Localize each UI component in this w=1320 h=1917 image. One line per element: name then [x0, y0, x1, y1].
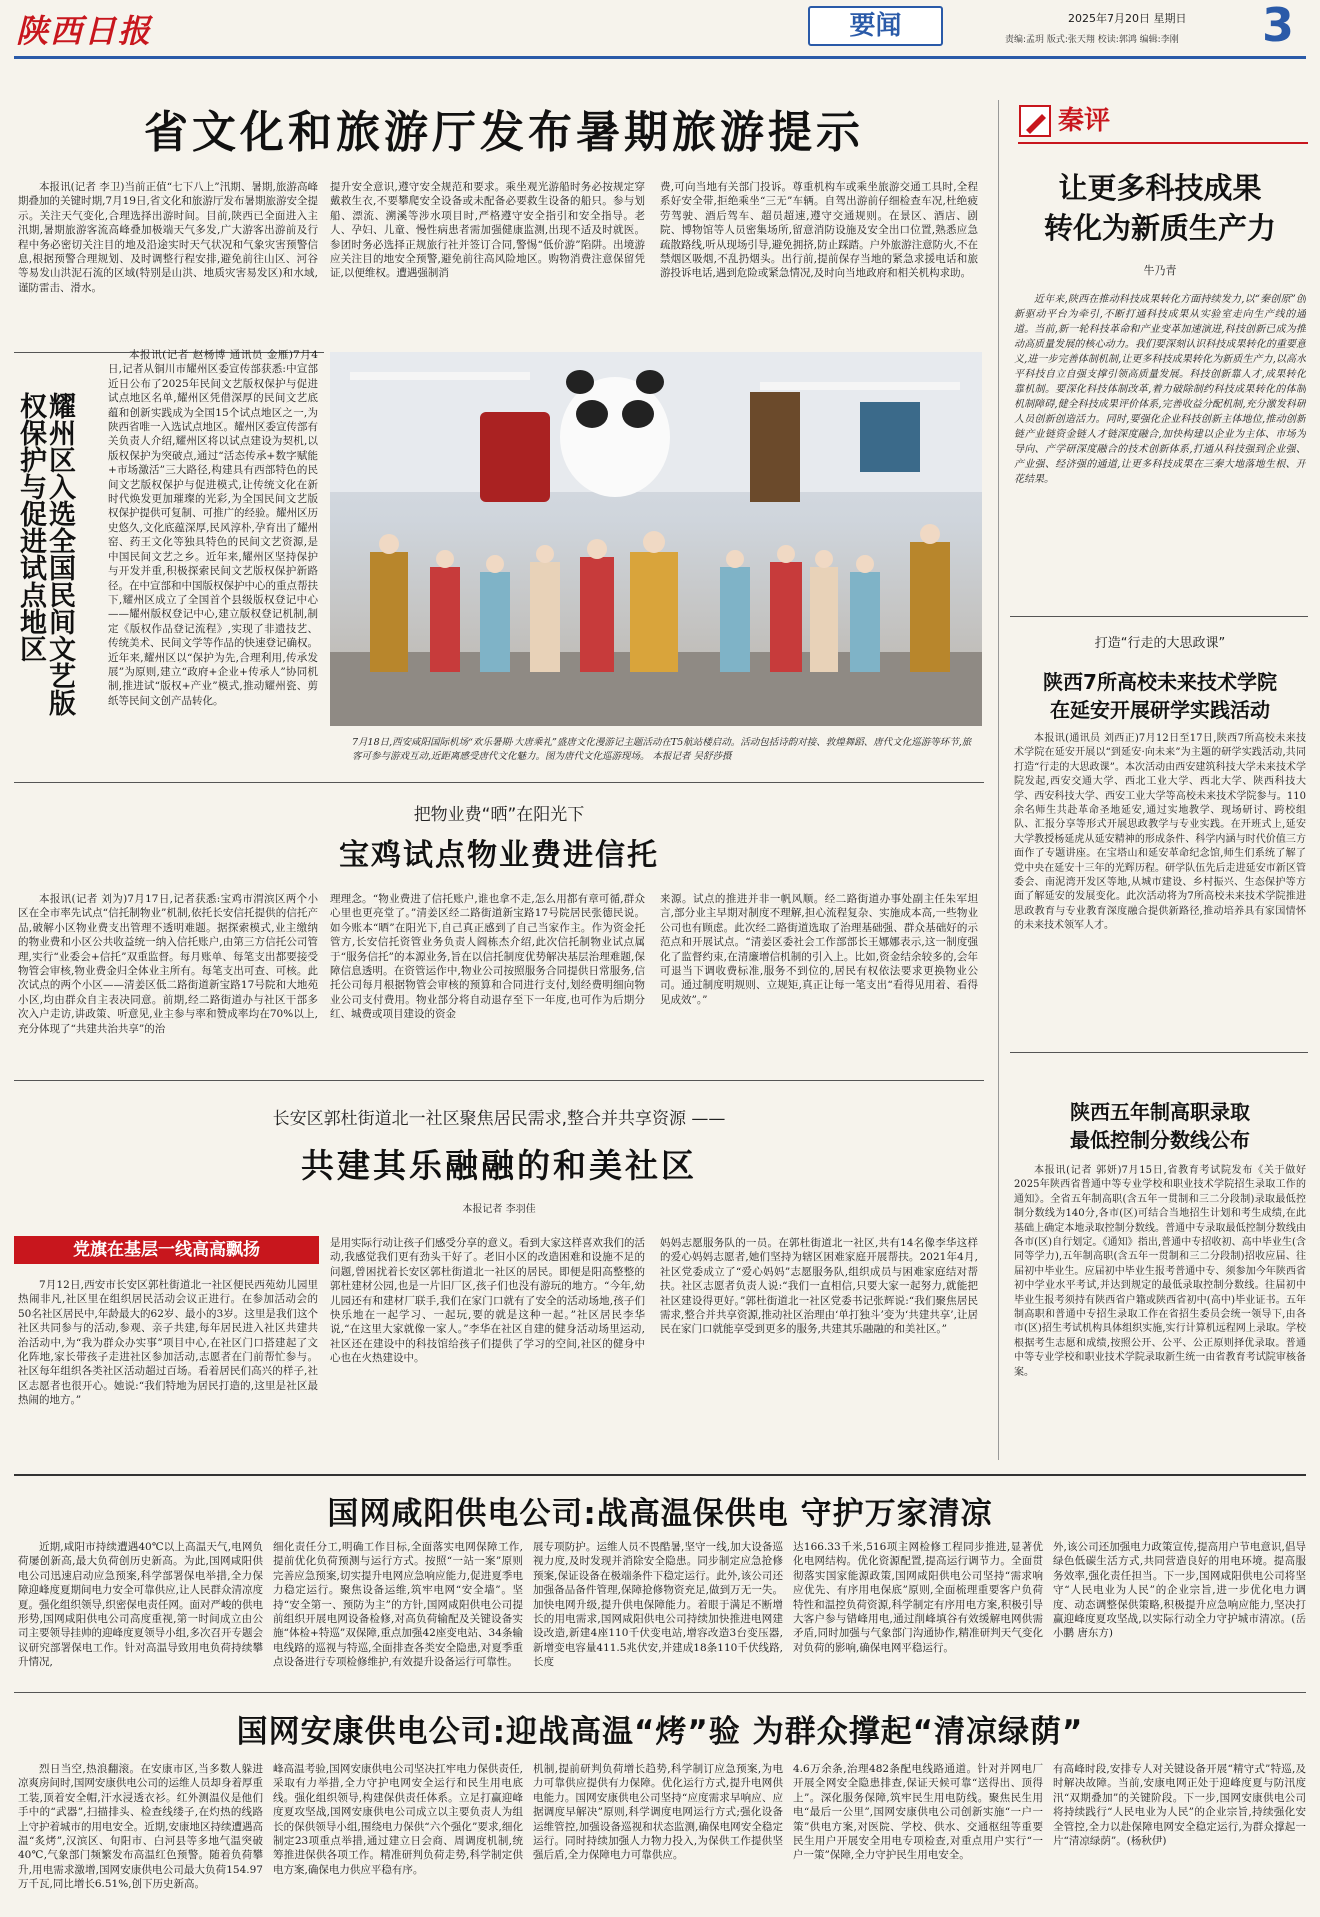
shequ-byline: 本报记者 李羽佳: [462, 1204, 536, 1215]
yanan-kicker: 打造“行走的大思政课”: [1094, 636, 1226, 651]
gaozhi-body: 本报讯(记者 郭妍)7月15日,省教育考试院发布《关于做好2025年陕西省普通中等专业学校和职业技术学院招生录取工作的通知》。全省五年制高职(含五年一贯制和三二分段制)录取最低控制分数线为140分,各市(区)可结合当地招生计划和考生成绩,在此基础上确定本地录取控制分数线。普通中专录取最低控制分数线由各市(区)自行划定。《通知》指出,普通中专招收初、高中毕业生(含同等学力),五年制高职(含五年一贯制和三二分段制)招收应届、往届初中毕业生。应届初中毕业生报考普通中专、须参加今年陕西省初中学业水平考试,并达到规定的最低录取控制分数线。往届初中毕业生报考须持有陕西省户籍或陕西省初中(高中)毕业证书。五年制高职和普通中专招生录取工作在省招生委员会统一领导下,由各市(区)招生考试机构具体组织实施,实行计算机远程网上录取。学校根据考生志愿和成绩,按照公开、公平、公正原则择优录取。普通中等专业学校和职业技术学院录取新生统一由省教育考试院审核备案。: [1014, 1165, 1306, 1378]
page-date: 2025年7月20日 星期日: [1068, 12, 1187, 25]
shequ-col-1: 7月12日,西安市长安区郭杜街道北一社区便民西苑幼儿园里热闹非凡,社区里在组织居民活动会议正进行。在参加活动会的50名社区居民中,年龄最大的62岁、最小的3岁。这里是我们这个社区共同参与的活动,参观、亲子共建,每年居民进入社区共建共治活动中,为“我为群众办实事”项目中心,在社区门口搭建起了文化阵地,家长带孩子走进社区参加活动,志愿者在门前帮忙参与。社区每年组织各类社区活动超过百场。看着居民们高兴的样子,社区志愿者也很开心。她说:“我们特地为居民打造的,这里是社区最热闹的地方。”: [18, 1279, 318, 1407]
xianyang-col-5: 外,该公司还加强电力政策宣传,提高用户节电意识,倡导绿色低碳生活方式,共同营造良好的用电环境。提高服务效率,强化责任担当。下一步,国网咸阳供电公司将坚守“人民电业为人民”的企业宗旨,进一步优化电力调度、动态调整保供策略,积极提升应急响应能力,坚决打赢迎峰度夏攻坚战,以实际行动全力守护城市清凉。(岳小鹏 唐东方): [1053, 1541, 1306, 1640]
yanan-headline-2: 在延安开展研学实践活动: [1050, 698, 1270, 722]
qinping-tag-rule: [1018, 142, 1308, 144]
xianyang-col-3: 展专项防护。运维人员不畏酷暑,坚守一线,加大设备巡视力度,及时发现并消除安全隐患。同步制定应急抢修预案,保证设备在极端条件下稳定运行。此外,该公司还加强备品备件管理,保障抢修物资充足,做到万无一失。加快电网升级,提升供电保障能力。着眼于满足不断增长的用电需求,国网咸阳供电公司持续加快推进电网建设改造,新建4座110千伏变电站,增容改造3台变压器,新增变电容量411.5兆伏安,并建成18条110千伏线路,长度: [533, 1541, 783, 1669]
copyright-headline: [14, 392, 74, 732]
yanan-headline-1: 陕西7所高校未来技术学院: [1043, 670, 1277, 694]
photo-illustration: [330, 352, 982, 726]
ankang-top-rule: [14, 1692, 1306, 1693]
qinping-author: 牛乃青: [1143, 264, 1177, 277]
shequ-banner: [14, 1236, 319, 1264]
ankang-col-2: 峰高温考验,国网安康供电公司坚决扛牢电力保供责任,采取有力举措,全力守护电网安全运行和民生用电底线。强化组织领导,构建保供责任体系。立足打赢迎峰度夏攻坚战,国网安康供电公司成立以主要负责人为组长的保供领导小组,围绕电力保供“六个强化”要求,细化制定23项重点举措,通过建立日会商、周调度机制,统筹推进保供各项工作。精准研判负荷走势,科学制定供电方案,确保电力供应平稳有序。: [273, 1763, 523, 1876]
gaozhi-headline-1: 陕西五年制高职录取: [1070, 1100, 1250, 1124]
masthead-rule: [14, 56, 1306, 59]
masthead-logo: 陕西日报: [16, 12, 153, 50]
shequ-top-rule: [14, 1080, 984, 1081]
editors-line: 责编:孟玥 版式:张天翔 校读:郭鸿 编辑:李刚: [1005, 35, 1179, 45]
wuye-top-rule: [14, 782, 984, 783]
copyright-body: 本报讯(记者 赵杨博 通讯员 金雁)7月4日,记者从铜川市耀州区委宣传部获悉:中宣部近日公布了2025年民间文艺版权保护与促进试点地区名单,耀州区凭借深厚的民间文艺底蕴和创新实践成为全国15个试点地区之一,为陕西省唯一入选试点地区。耀州区委宣传部有关负责人介绍,耀州区将以试点建设为契机,以版权保护为突破点,通过“活态传承+数字赋能+市场激活”三大路径,构建具有西部特色的民间文艺版权保护与促进模式,让传统文化在新时代焕发更加璀璨的光彩,为全国民间文艺版权保护提供可复制、可推广的经验。耀州区历史悠久,文化底蕴深厚,民风淳朴,孕育出了耀州窑、药王文化等独具特色的民间文艺资源,是中国民间文艺之乡。近年来,耀州区坚持保护与开发并重,积极探索民间文艺版权保护新路径。在中宣部和中国版权保护中心的重点帮扶下,耀州区成立了全国首个县级版权登记中心——耀州版权登记中心,建立版权登记机制,制定《版权作品登记流程》,实现了非遗技艺、传统美术、民间文学等作品的快速登记确权。近年来,耀州区以“保护为先,合理利用,传承发展”为原则,建立“政府+企业+传承人”协同机制,推进试“版权+产业”模式,推动耀州瓷、剪纸等民间文创产品转化。: [108, 349, 318, 707]
wuye-col-3: 来源。试点的推进并非一帆风顺。经二路街道办事处副主任朱军坦言,部分业主早期对制度不理解,担心流程复杂、实施成本高,一些物业公司也有顾虑。此次经二路街道选取了治理基础强、群众基础好的示范点和开展试点。“清姜区委社会工作部部长王娜娜表示,这一制度强化了监督约束,在清廉增信机制的引入上。比如,资金结余较多的,会年可退当下调收费标准,服务不到位的,居民有权依法要求更换物业公司。通过制度明规则、立规矩,真正让每一笔支出“看得见用着、看得见成效”。”: [660, 893, 978, 1006]
ankang-col-5: 有高峰时段,安排专人对关键设备开展“精守式”特巡,及时解决故障。当前,安康电网正处于迎峰度夏与防汛度汛“双期叠加”的关键阶段。下一步,国网安康供电公司将持续践行“人民电业为人民”的企业宗旨,持续强化安全管控,全力以赴保障电网安全稳定运行,为群众撑起一片“清凉绿荫”。(杨秋伊): [1053, 1763, 1306, 1848]
section-label-text: 要闻: [849, 11, 902, 41]
shequ-kicker: 长安区郭杜街道北一社区聚焦居民需求,整合并共享资源 ——: [272, 1109, 726, 1129]
wuye-kicker: 把物业费“晒”在阳光下: [413, 805, 585, 825]
wuye-headline: 宝鸡试点物业费进信托: [339, 838, 659, 873]
qinping-body: 近年来,陕西在推动科技成果转化方面持续发力,以“秦创原”创新驱动平台为牵引,不断打通科技成果从实验室走向生产线的通道。当前,新一轮科技革命和产业变革加速演进,科技创新已成为推动高质量发展的核心动力。我们要深刻认识科技成果转化的重要意义,进一步完善体制机制,让更多科技成果转化为新质生产力,以高水平科技自立自强支撑引领高质量发展。科技创新靠人才,成果转化靠机制。要深化科技体制改革,着力破除制约科技成果转化的体制机制障碍,健全科技成果评价体系,完善收益分配机制,充分激发科研人员创新创造活力。同时,要强化企业科技创新主体地位,推动创新链产业链资金链人才链深度融合,加快构建以企业为主体、市场为导向、产学研深度融合的技术创新体系,打通从科技强到企业强、产业强、经济强的通道,让更多科技成果在三秦大地落地生根、开花结果。: [1014, 294, 1306, 485]
qinping-tag: [1018, 104, 1118, 138]
photo-caption: 7月18日,西安咸阳国际机场“欢乐暑期·大唐乘礼”盛唐文化漫游记主题活动在T5航站楼启动。活动包括诗韵对接、敦煌舞蹈、唐代文化巡游等环节,旅客可参与游戏互动,近距离感受唐代文化魅力。图为唐代文化巡游现场。 本报记者 吴舒莎摄: [352, 737, 972, 762]
xianyang-col-2: 细化责任分工,明确工作目标,全面落实电网保障工作,提前优化负荷预测与运行方式。按照“一站一案”原则完善应急预案,切实提升电网应急响应能力,促进夏季电力稳定运行。聚焦设备运维,筑牢电网“安全墙”。坚持“安全第一、预防为主”的方针,国网咸阳供电公司提前组织开展电网设备检修,对高负荷输配及关键设备实施“体检+特巡”双保障,重点加强42座变电站、34条输电线路的巡视与特巡,全面排查各类安全隐患,对夏季重点设备进行专项检修维护,有效提升设备运行可靠性。: [273, 1541, 523, 1669]
shequ-col-3: 妈妈志愿服务队的一员。在郭杜街道北一社区,共有14名像李华这样的爱心妈妈志愿者,她们坚持为辖区困难家庭开展帮扶。2021年4月,社区党委成立了“爱心妈妈”志愿服务队,组织成员与困难家庭结对帮扶。社区志愿者负责人说:“我们一直相信,只要大家一起努力,就能把社区建设得更好。”郭杜街道北一社区党委书记张辉说:“我们聚焦居民需求,整合并共享资源,推动社区治理由‘单打独斗’变为‘共建共享’,让居民在家门口就能享受到更多的服务,共建其乐融融的和美社区。”: [660, 1237, 978, 1336]
main-col-1: 本报讯(记者 李卫)当前正值“七下八上”汛期、暑期,旅游高峰期叠加的关键时期,7月19日,省文化和旅游厅发布暑期旅游安全提示。关注天气变化,合理选择出游时间。目前,陕西已全面进入主汛期,暑期旅游客流高峰叠加极端天气多发,广大游客出游前及行程中务必密切关注目的地及沿途实时天气状况和气象灾害预警信息,根据预警合理规划、及时调整行程安排,避免前往山区、河谷等易发山洪泥石流的区域(特别是山洪、地质灾害易发区)和水域,谨防雷击、滑水。: [18, 181, 318, 294]
main-photo: [330, 352, 982, 726]
shequ-banner-text: 党旗在基层一线高高飘扬: [73, 1240, 260, 1260]
pen-icon: [1018, 104, 1052, 138]
xianyang-top-rule: [14, 1474, 1306, 1476]
qinping-headline-2: 转化为新质生产力: [1043, 211, 1276, 245]
shequ-headline: 共建其乐融融的和美社区: [301, 1146, 697, 1185]
qinping-tag-text: 秦评: [1058, 106, 1111, 136]
wuye-col-1: 本报讯(记者 刘为)7月17日,记者获悉:宝鸡市渭滨区两个小区在全市率先试点“信托制物业”机制,依托长安信托提供的信托产品,破解小区物业费支出管理不透明难题。据探索模式,业主缴纳的物业费和小区公共收益统一纳入信托账户,由第三方信托公司管理,实行“业委会+信托”双重监督。每月账单、每笔支出都要接受物管会审核,物业费金归全体业主所有。每笔支出可查、可核。此次试点的两个小区——清姜区低二路街道新宝路17号院和大地苑小区,均由群众自主表决同意。前期,经二路街道办与社区干部多次入户走访,讲政策、听意见,业主参与率和赞成率均在70%以上,充分体现了“共建共治共享”的治: [18, 893, 318, 1035]
main-col-2: 提升安全意识,遵守安全规范和要求。乘坐观光游船时务必按规定穿戴救生衣,不要攀爬安全设备或未配备必要救生设备的船只。参与划船、漂流、溯溪等涉水项目时,严格遵守安全指引和安全指导。老人、孕妇、儿童、慢性病患者需加强健康监测,出现不适及时就医。参团时务必选择正规旅行社并签订合同,警惕“低价游”陷阱。出境游应关注目的地安全预警,避免前往高风险地区。购物消费注意保留凭证,以便维权。遭遇强制消: [330, 181, 645, 280]
page-number: 3: [1262, 0, 1295, 52]
yanan-top-rule: [1010, 616, 1308, 617]
masthead: [0, 0, 1320, 58]
gaozhi-headline-2: 最低控制分数线公布: [1070, 1128, 1250, 1152]
xianyang-col-1: 近期,咸阳市持续遭遇40℃以上高温天气,电网负荷屡创新高,最大负荷创历史新高。为此,国网咸阳供电公司迅速启动应急预案,科学部署保电举措,全力保障迎峰度夏期间电力安全可靠供应,让人民群众清凉度夏。强化组织领导,织密保电责任网。面对严峻的供电形势,国网咸阳供电公司高度重视,第一时间成立由公司主要领导挂帅的迎峰度夏领导小组,多次召开专题会议研究部署保电工作。针对高温导致用电负荷持续攀升情况,: [18, 1541, 263, 1669]
main-col-3: 费,可向当地有关部门投诉。尊重机构车或乘坐旅游交通工具时,全程系好安全带,拒绝乘坐“三无”车辆。自驾出游前仔细检查车况,杜绝疲劳驾驶、酒后驾车、超员超速,遵守交通规则。在景区、酒店、剧院、博物馆等人员密集场所,留意消防设施及安全出口位置,熟悉应急疏散路线,听从现场引导,避免拥挤,防止踩踏。户外旅游注意防火,不在禁烟区吸烟,不乱扔烟头。出行前,提前保存当地的紧急求援电话和旅游投诉电话,遇到危险或紧急情况,及时向当地政府和相关机构求助。: [660, 181, 978, 280]
ankang-col-1: 烈日当空,热浪翻滚。在安康市区,当多数人躲进凉爽房间时,国网安康供电公司的运维人员却身着厚重工装,顶着安全帽,汗水浸透衣衫。红外测温仪是他们手中的“武器”,扫描排头、检查线缕子,在灼热的线路上守护着城市的用电安全。近期,安康地区持续遭遇高温“炙烤”,汉滨区、旬阳市、白河县等多地气温突破40℃,气象部门频繁发布高温红色预警。随着负荷攀升,用电需求激增,国网安康供电公司最大负荷154.97万千瓦,同比增长6.51%,创下历史新高。: [18, 1763, 263, 1891]
gaozhi-top-rule: [1010, 1052, 1308, 1053]
qinping-headline-1: 让更多科技成果: [1058, 171, 1262, 205]
wuye-col-2: 理理念。“物业费进了信托账户,谁也拿不走,怎么用都有章可循,群众心里也更亮堂了。”清姜区经二路街道新宝路17号院居民张德民说。如今账本“晒”在阳光下,自己真正感到了自己当家作主。作为资金托管方,长安信托资管业务负责人阎栋杰介绍,此次信托制物业试点属于“服务信托”的本源业务,旨在以信托制度优势解决基层治理难题,保障信息透明。在资管运作中,物业公司按照服务合同提供日常服务,信托公司每月根据物管会审核的预算和合同进行支付,划经费明细向物业公司支付费用。物业部分将自动退存至下一年度,也可作为后期分红、城费或项目建设的资金: [330, 893, 645, 1021]
copyright-headline-text: 耀州区入选全国民间文艺版权保护与促进试点地区: [15, 392, 75, 716]
xianyang-headline: 国网咸阳供电公司:战高温保供电 守护万家清凉: [327, 1496, 993, 1532]
xianyang-col-4: 达166.33千米,516项主网检修工程同步推进,显著优化电网结构。优化资源配置,提高运行调节力。全面贯彻落实国家能源政策,国网咸阳供电公司坚持“需求响应优先、有序用电保底”原则,全面梳理重要客户负荷特性和温控负荷资源,科学制定有序用电方案,积极引导大客户参与错峰用电,通过削峰填谷有效缓解电网供需矛盾,同时加强与气象部门沟通协作,精准研判天气变化对负荷的影响,确保电网平稳运行。: [793, 1541, 1043, 1654]
shequ-col-2: 是用实际行动让孩子们感受分享的意义。看到大家这样喜欢我们的活动,我感觉我们更有劲头干好了。老旧小区的改造困难和设施不足的问题,曾困扰着长安区郭杜街道北一社区的居民。即便是阳高整整的郭杜建材公园,也是一片旧厂区,孩子们也没有游玩的地方。“今年,幼儿园还有和建材厂联手,我们在家门口就有了安全的活动场地,孩子们快乐地在一起学习、一起玩,要的就是这种一起。”社区居民李华说,“在这里大家就像一家人。”李华在社区自建的健身活动场里运动,社区还在建设中的科技馆给孩子们提供了学习的空间,社区的健身中心也在火热建设中。: [330, 1237, 645, 1365]
section-label: [808, 6, 943, 46]
ankang-col-4: 4.6万余条,治理482条配电线路通道。针对并网电厂开展全网安全隐患排查,保证天候可靠“送得出、顶得上”。深化服务保障,筑牢民生用电防线。聚焦民生用电“最后一公里”,国网安康供电公司创新实施“一户一策”供电方案,对医院、学校、供水、交通枢纽等重要民生用户开展安全用电专项检查,对重点用户实行“一户一策”保障,全力守护民生用电安全。: [793, 1763, 1043, 1862]
right-column-divider: [998, 100, 999, 1460]
yanan-body: 本报讯(通讯员 刘西正)7月12日至17日,陕西7所高校未来技术学院在延安开展以“到延安·向未来”为主题的研学实践活动,共同打造“行走的大思政课”。本次活动由西安建筑科技大学未来技术学院发起,西安交通大学、西北工业大学、西北大学、陕西科技大学、西安科技大学、西安工业大学等高校未来技术学院参与。110余名师生共赴革命圣地延安,通过实地教学、现场研讨、跨校组队、汇报分享等形式开展思政教学与专业实践。在开班式上,延安大学教授杨延虎从延安精神的形成条件、科学内涵与时代价值三方面作了专题讲座。在宝塔山和延安革命纪念馆,师生们系统了解了党中央在延安十三年的光辉历程。研学队伍先后走进延安市新区管委会、南泥湾开发区等地,从城市建设、乡村振兴、生态保护等方面了解延安的发展变化。此次活动将为7所高校未来技术学院推进思政教育与专业教育深度融合提供新路径,推动培养具有家国情怀的未来技术领军人才。: [1014, 733, 1306, 932]
ankang-col-3: 机制,提前研判负荷增长趋势,科学制订应急预案,为电力可靠供应提供有力保障。优化运行方式,提升电网供电能力。国网安康供电公司坚持“应度需求早响应、应据调度早解决”原则,科学调度电网运行方式;强化设备运维管控,加强设备巡视和状态监测,确保电网安全稳定运行。同时持续加强人力物力投入,为保供工作提供坚强后盾,全力保障电力可靠供应。: [533, 1763, 783, 1862]
main-headline: 省文化和旅游厅发布暑期旅游提示: [144, 107, 864, 158]
ankang-headline: 国网安康供电公司:迎战高温“烤”验 为群众撑起“清凉绿荫”: [236, 1714, 1084, 1750]
